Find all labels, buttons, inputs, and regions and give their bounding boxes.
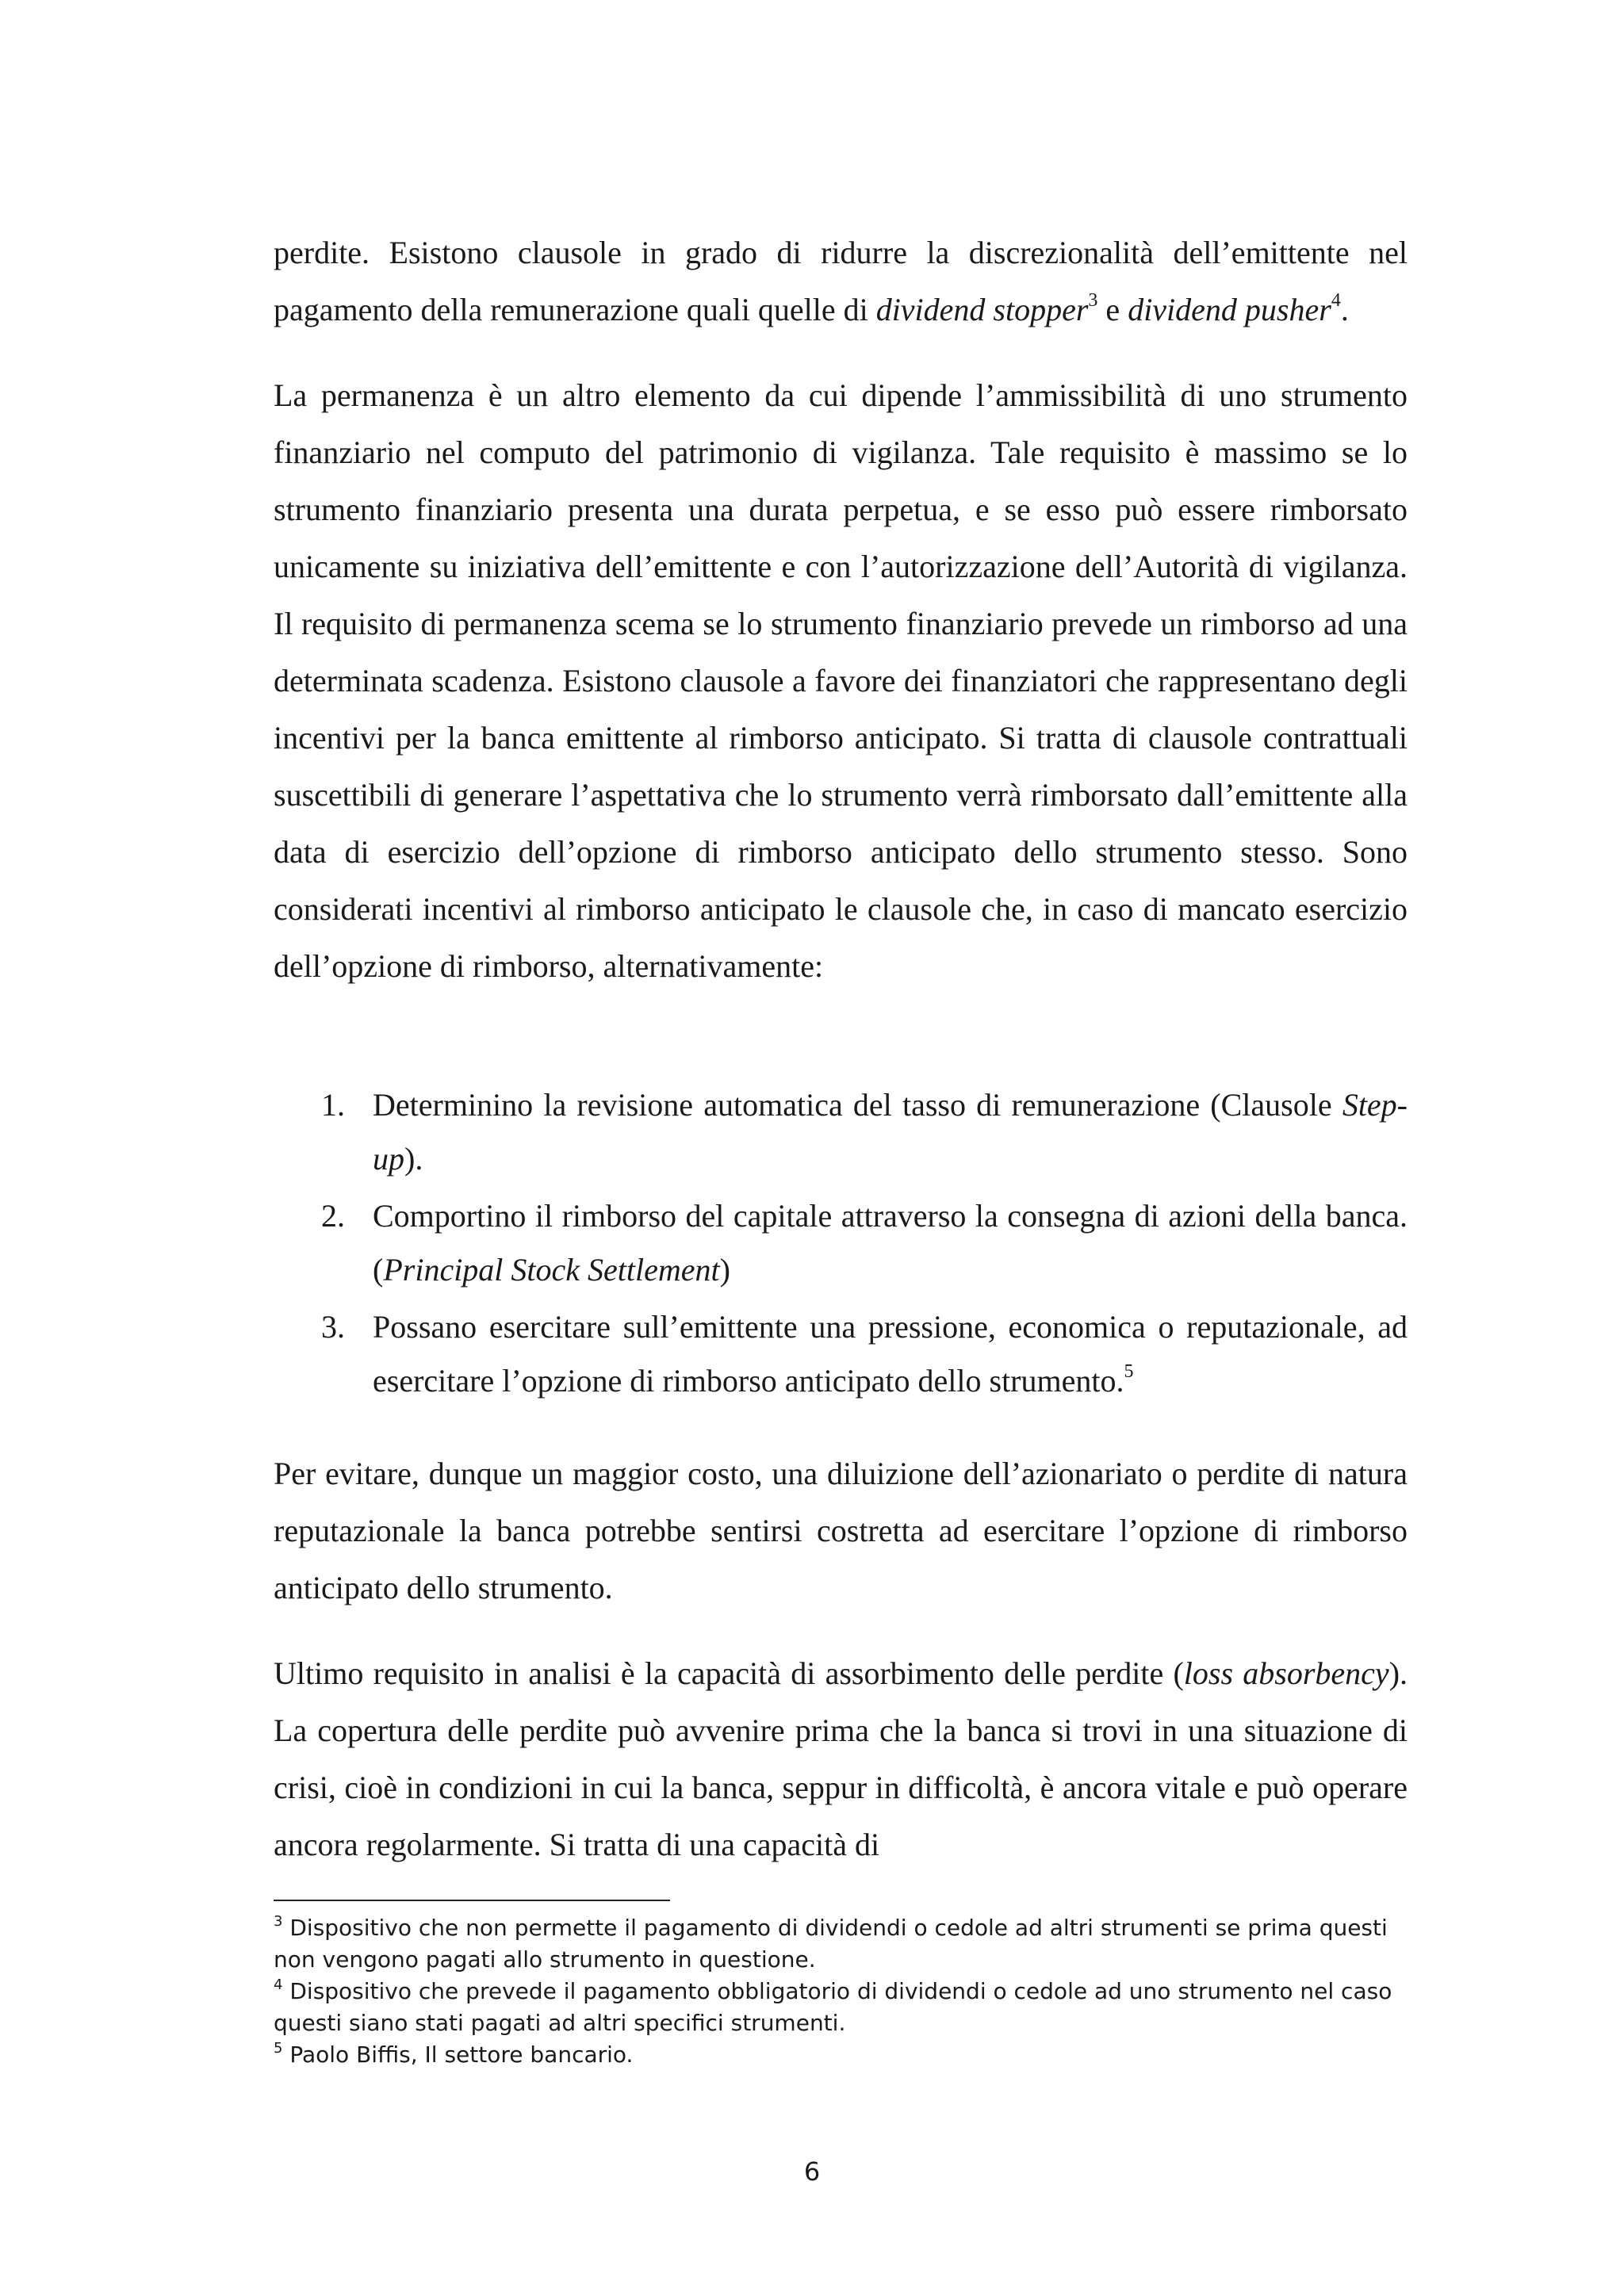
text-run: ). — [404, 1141, 423, 1177]
list-item — [274, 1189, 1408, 1297]
italic-term-dividend-stopper: dividend stopper — [875, 292, 1089, 327]
footnotes — [274, 1912, 1415, 2071]
footnote-number: 3 — [274, 1913, 283, 1930]
footnote-number: 5 — [274, 2040, 283, 2057]
paragraph-permanence: La permanenza è un altro elemento da cui dipende l’ammissibilità di uno strumento finanziario nel computo del patrimonio di vigilanza. Tale requisito è massimo se lo strumento finanziario presenta una durata perpetua, e se esso può essere rimborsato unicamente su iniziativa dell’emittente e con l’autorizzazione dell’Autorità di vigilanza. Il requisito di permanenza scema se lo strumento finanziario prevede un rimborso ad una determinata scadenza. Esistono clausole a favore dei finanziatori che rappresentano degli incentivi per la banca emittente al rimborso anticipato. Si tratta di clausole contrattuali suscettibili di generare l’aspettativa che lo strumento verrà rimborsato dall’emittente alla data di esercizio dell’opzione di rimborso anticipato dello strumento stesso. Sono considerati incentivi al rimborso anticipato le clausole che, in caso di mancato esercizio dell’opzione di rimborso, alternativamente: — [274, 377, 1408, 984]
text-run: Ultimo requisito in analisi è la capacità di assorbimento delle perdite ( — [274, 1655, 1184, 1691]
text-run: Determinino la revisione automatica del tasso di remunerazione (Clausole — [373, 1087, 1342, 1123]
list-item — [274, 1078, 1408, 1186]
text-run: ) — [719, 1252, 730, 1288]
italic-term-dividend-pusher: dividend pusher — [1128, 292, 1331, 327]
footnote-ref-4: 4 — [1331, 290, 1341, 311]
footnote-text: Dispositivo che non permette il pagamento di dividendi o cedole ad altri strumenti se prima questi non vengono pagati allo strumento in questione. — [274, 1915, 1388, 1973]
footnote-ref-5: 5 — [1124, 1361, 1134, 1382]
text-run: Comportino il rimborso del capitale attraverso la consegna di azioni della banca. ( — [373, 1198, 1408, 1288]
text-run: perdite. Esistono clausole in grado di ridurre la discrezionalità dell’emittente nel pagamento della remunerazione quali quelle di — [274, 235, 1408, 327]
paragraph-avoid-costs: Per evitare, dunque un maggior costo, una diluizione dell’azionariato o perdite di natura reputazionale la banca potrebbe sentirsi costretta ad esercitare l’opzione di rimborso anticipato dello strumento. — [274, 1456, 1408, 1605]
footnote-number: 4 — [274, 1976, 283, 1993]
list-item-number: 3. — [321, 1309, 345, 1345]
incentive-list — [274, 1078, 1408, 1411]
list-item-number: 2. — [321, 1198, 345, 1234]
paragraph-dividend-clauses — [274, 224, 1408, 339]
text-run: ). La copertura delle perdite può avvenire prima che la banca si trovi in una situazione di crisi, cioè in condizioni in cui la banca, seppur in difficoltà, è ancora vitale e può operare ancora regolarmente. Si tratta di una capacità di — [274, 1655, 1408, 1862]
text-run: e — [1097, 292, 1128, 327]
italic-term-principal-stock-settlement: Principal Stock Settlement — [383, 1252, 720, 1288]
italic-term-step-up: Step-up — [373, 1087, 1408, 1177]
page-number: 6 — [803, 2156, 821, 2187]
footnote-5 — [274, 2039, 1415, 2071]
italic-term-loss-absorbency: loss absorbency — [1183, 1655, 1389, 1691]
text-run: Possano esercitare sull’emittente una pressione, economica o reputazionale, ad esercitare l’opzione di rimborso anticipato dello strumento. — [373, 1309, 1408, 1399]
list-item-number: 1. — [321, 1087, 345, 1123]
paragraph-loss-absorbency — [274, 1645, 1408, 1873]
footnote-ref-3: 3 — [1088, 290, 1098, 311]
footnote-text: Paolo Biffis, Il settore bancario. — [282, 2042, 634, 2068]
list-item — [274, 1300, 1408, 1408]
footnote-4 — [274, 1976, 1415, 2039]
footnote-separator — [274, 1900, 670, 1901]
footnote-3 — [274, 1912, 1415, 1976]
footnote-text: Dispositivo che prevede il pagamento obbligatorio di dividendi o cedole ad uno strumento nel caso questi siano stati pagati ad altri specifici strumenti. — [274, 1978, 1392, 2036]
text-run: . — [1340, 292, 1349, 327]
